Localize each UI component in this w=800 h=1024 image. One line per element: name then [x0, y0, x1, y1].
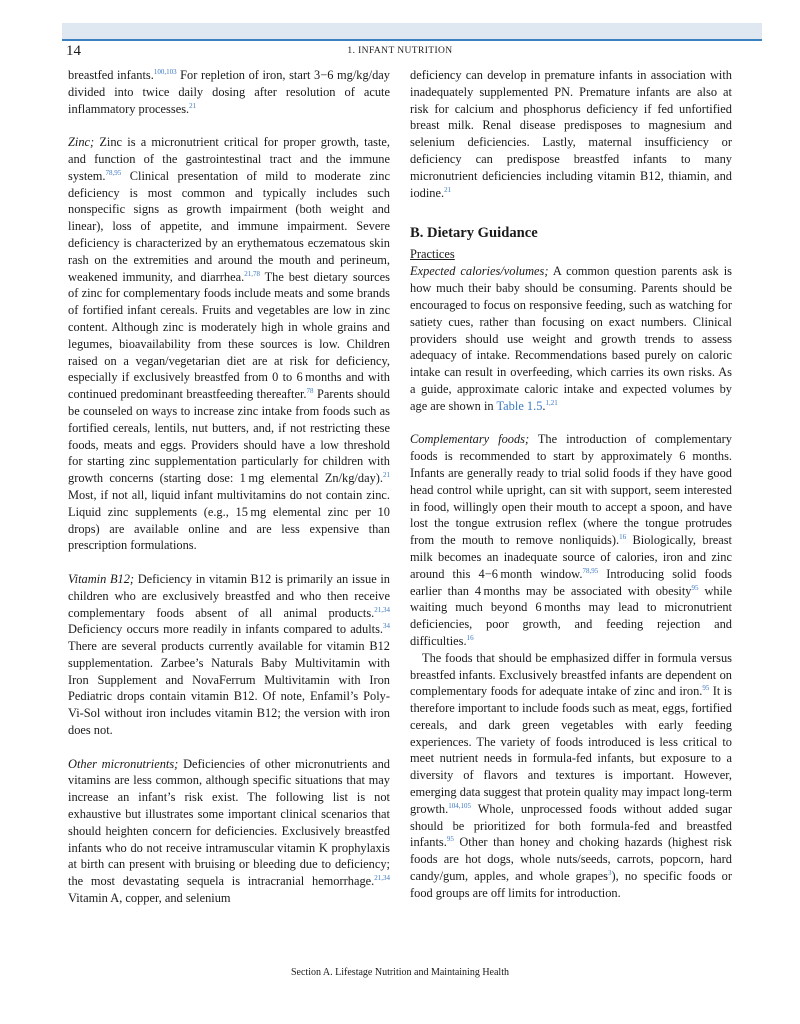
citation-ref[interactable]: 104,105 [448, 801, 471, 810]
citation-ref[interactable]: 21,78 [244, 269, 260, 278]
body-text: The foods that should be emphasized differ in formula versus breastfed infants. Exclusively breastfed infants are dependent on complementary foods for adequate intake of zinc and iron. [410, 650, 732, 699]
body-text: Other than honey and choking hazards (highest risk foods are hot dogs, whole nuts/seeds, carrots, popcorn, hard candy/gum, apples, and whole grapes [410, 835, 732, 884]
paragraph-vitamin-b12 [68, 571, 390, 739]
citation-ref[interactable]: 16 [466, 633, 474, 642]
header-rule [62, 39, 762, 41]
subheading-practices: Practices [410, 247, 455, 262]
citation-ref[interactable]: 21 [444, 185, 452, 194]
citation-ref[interactable]: 16 [619, 533, 627, 542]
body-text: Vitamin A, copper, and selenium [68, 891, 231, 906]
page-footer: Section A. Lifestage Nutrition and Maintaining Health [290, 967, 509, 978]
citation-ref[interactable]: 78,95 [105, 168, 122, 177]
body-text: Parents should be counseled on ways to increase zinc intake from foods such as fortified cereals, lentils, nut butters, and, if not restricting these foods, meats and eggs. Providers should have a low threshold for starting zinc supplementation particularly for children with growth concerns (starting dose: 1 mg elemental Zn/kg/day). [68, 387, 391, 486]
citation-ref[interactable]: 3 [607, 869, 612, 878]
citation-ref[interactable]: 100,103 [153, 68, 177, 76]
body-text: Introducing solid foods earlier than 4 months may be associated with obesity [410, 566, 732, 598]
paragraph-iron-repletion [68, 67, 390, 117]
citation-ref[interactable]: 78,95 [582, 566, 599, 575]
paragraph-expected-calories [410, 263, 732, 414]
other-lead: Other micronutrients; [68, 756, 179, 771]
header-band [62, 23, 762, 39]
body-text: It is therefore important to include foods such as meat, eggs, fortified cereals, and dark green vegetables with early feeding experiences. The variety of foods introduced is less critical to meet nutrient needs in formula-fed infants, but exposure to a diversity of flavors and textures is important. However, emerging data suggest that protein quality may impact long-term growth. [410, 684, 732, 816]
body-text: Deficiency occurs more readily in infants compared to adults. [68, 622, 383, 637]
paragraph-other-micronutrients [68, 756, 390, 907]
citation-ref[interactable]: 21,34 [374, 874, 390, 883]
body-text: The best dietary sources of zinc for complementary foods include meats and some brands of fortified infant cereals. Fruits and vegetables are low in zinc content. Although zinc is moderately high in whole grains and legumes, bioavailability from these sources is low. Children raised on a vegan/vegetarian diet are at risk for deficiency, especially if exclusively breastfed from 0 to 6 months and with continued predominant breastfeeding thereafter. [68, 269, 390, 402]
complementary-lead: Complementary foods; [410, 432, 530, 447]
citation-ref[interactable]: 21 [383, 471, 390, 480]
citation-ref[interactable]: 78 [306, 387, 314, 396]
body-text: Whole, unprocessed foods without added sugar should be prioritized for both formula-fed and breastfed infants. [410, 801, 732, 850]
body-text: There are several products currently available for vitamin B12 supplementation. Zarbee’s Naturals Baby Multivitamin with Iron Supplement and NovaFerrum Multivitamin with Iron Pediatric drops contain vitamin B12. Of note, Enfamil’s Poly-Vi-Sol without iron includes vitamin B12; the version with iron does not. [68, 639, 390, 738]
body-text: while waiting much beyond 6 months may lead to micronutrient deficiencies, poor growth, and feeding rejection and difficulties. [410, 583, 732, 648]
body-text: The introduction of complementary foods is recommended to start by approximately 6 months. Infants are generally ready to trial solid foods if they have good head control while upright, can sit with support, seem interested in food, willingly open their mouth to accept a spoon, and have lost the tongue extrusion reflex (where the tongue protrudes from the mouth to remove nonliquids). [410, 432, 732, 548]
body-text: For repletion of iron, start 3−6 mg/kg/day divided into twice daily dosing after resolution of acute inflammatory processes. [68, 68, 390, 116]
body-text: . [542, 398, 546, 413]
body-text: Zinc is a micronutrient critical for proper growth, taste, and function of the gastrointestinal tract and the immune system. [68, 135, 390, 183]
expected-lead: Expected calories/volumes; [410, 264, 549, 279]
body-text: Clinical presentation of mild to moderate zinc deficiency is most common and typically includes such nonspecific signs as growth impairment (both weight and linear), loss of appetite, and immune impairment. Severe deficiency is characterized by an erythematous eczematous skin rash on the extremities and around the mouth and perineum, weakened immunity, and diarrhea. [68, 168, 390, 284]
citation-ref[interactable]: 21 [189, 101, 197, 110]
body-text: Deficiency in vitamin B12 is primarily an issue in children who are exclusively breastfed and who then receive complementary foods absent of all animal products. [68, 571, 390, 620]
citation-ref[interactable]: 95 [702, 684, 710, 693]
body-text: ), no specific foods or food groups are off limits for introduction. [410, 869, 733, 900]
body-text: Deficiencies of other micronutrients and vitamins are less common, although specific situations that may increase an infant’s risk exist. The following list is not exhaustive but illustrates some important clinical scenarios that should heighten concern for deficiencies. Exclusively breastfed infants who do not receive intramuscular vitamin K prophylaxis at birth can present with bruising or bleeding due to deficiency; the most devastating sequela is intracranial hemorrhage. [68, 756, 390, 889]
citation-ref[interactable]: 95 [691, 583, 699, 592]
paragraph-continued [410, 67, 732, 201]
body-text: deficiency can develop in premature infants in association with inadequately supplemented PN. Premature infants are also at risk for calcium and phosphorus deficiency if fed unfortified breast milk. Renal disease predisposes to magnesium and selenium deficiencies. Lastly, maternal insufficiency or deficiency can predispose breastfed infants to many micronutrient deficiencies including vitamin B12, thiamin, and iodine. [410, 68, 732, 200]
right-column [410, 67, 732, 902]
citation-ref[interactable]: 1,21 [545, 398, 558, 407]
left-column [68, 67, 390, 907]
section-heading: B. Dietary Guidance [410, 225, 538, 242]
citation-ref[interactable]: 95 [446, 835, 454, 844]
paragraph-foods-emphasized [410, 650, 732, 902]
b12-lead: Vitamin B12; [68, 571, 135, 586]
page-number: 14 [66, 43, 81, 59]
body-text: A common question parents ask is how much their baby should be consuming. Parents should be encouraged to focus on responsive feeding, such as watching for satiety cues, rather than focusing on exact numbers. Clinical providers should use weight and growth trends to assess adequacy of intake. Recommendations based purely on caloric intake can result in overfeeding, which carries its own risks. As a guide, approximate caloric intake and expected volumes by age are shown in [410, 264, 733, 413]
body-text: breastfed infants. [68, 68, 154, 82]
citation-ref[interactable]: 21,34 [374, 605, 390, 614]
paragraph-zinc [68, 134, 390, 554]
zinc-lead: Zinc; [68, 135, 95, 150]
table-link[interactable]: Table 1.5 [496, 398, 543, 413]
paragraph-complementary-foods [410, 431, 732, 649]
body-text: Most, if not all, liquid infant multivitamins do not contain zinc. Liquid zinc supplements (e.g., 15 mg elemental zinc per 10 drops) are available online and are less expensive than prescription formulations. [68, 487, 390, 553]
citation-ref[interactable]: 34 [383, 622, 390, 631]
running-head: 1. INFANT NUTRITION [347, 46, 453, 56]
body-text: Biologically, breast milk becomes an inadequate source of calories, iron and zinc around this 4−6 month window. [410, 533, 732, 581]
